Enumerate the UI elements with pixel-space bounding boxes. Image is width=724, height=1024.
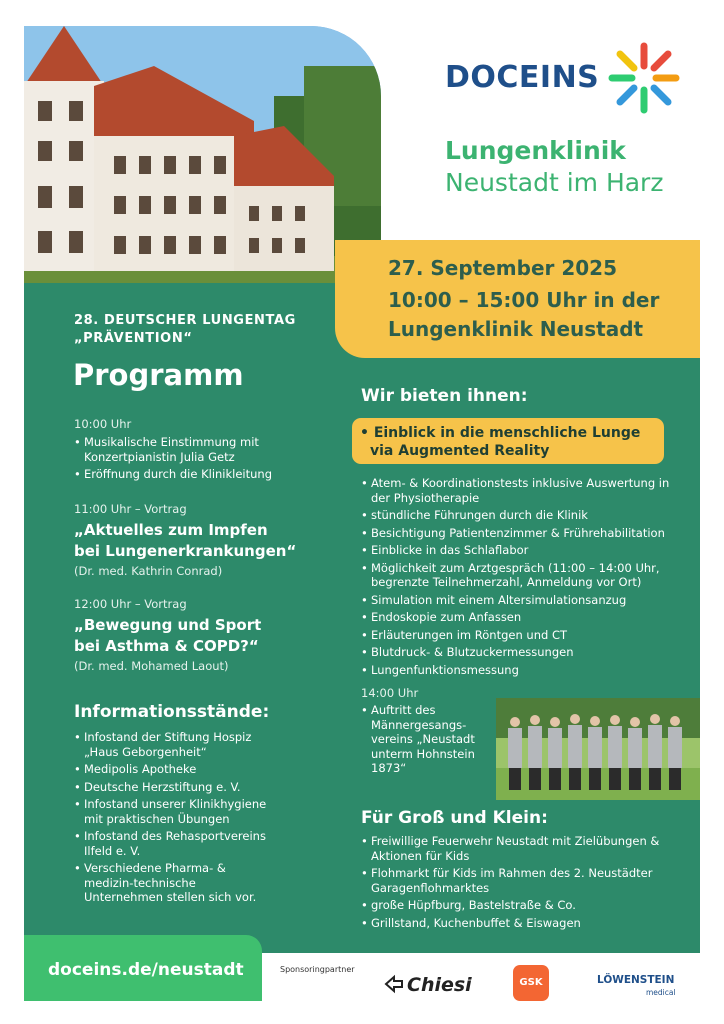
list-item: • Endoskopie zum Anfassen <box>361 610 681 625</box>
list-item: • Deutsche Herzstiftung e. V. <box>74 780 274 795</box>
list-item: • Grillstand, Kuchenbuffet & Eiswagen <box>361 916 681 931</box>
choir-photo <box>496 698 700 800</box>
family-heading: Für Groß und Klein: <box>361 808 548 828</box>
choir-block <box>361 686 481 779</box>
info-stands <box>74 702 274 908</box>
kicker-line1: 28. DEUTSCHER LUNGENTAG <box>74 313 296 328</box>
list-item: • Atem- & Koordinationstests inklusive Auswertung in der Physiotherapie <box>361 476 681 505</box>
talk-speaker: (Dr. med. Mohamed Laout) <box>74 659 229 673</box>
chiesi-logo: Chiesi <box>407 974 472 996</box>
info-heading: Informationsstände: <box>74 702 270 722</box>
sponsor-label: Sponsoringpartner <box>280 965 355 974</box>
event-date-box <box>335 240 700 358</box>
choir-time: 14:00 Uhr <box>361 686 419 700</box>
list-item: • Freiwillige Feuerwehr Neustadt mit Zielübungen & Aktionen für Kids <box>361 834 681 863</box>
offer-heading: Wir bieten ihnen: <box>361 386 528 406</box>
choir-text: • Auftritt des Männergesangs-vereins „Neustadt unterm Hohnstein 1873“ <box>361 703 481 776</box>
talk-speaker: (Dr. med. Kathrin Conrad) <box>74 564 223 578</box>
block-time: 12:00 Uhr – Vortrag <box>74 597 187 611</box>
program-heading: Programm <box>73 358 244 392</box>
list-item: • stündliche Führungen durch die Klinik <box>361 508 681 523</box>
event-date: 27. September 2025 <box>388 256 618 280</box>
highlight-line1: • Einblick in die menschliche Lunge <box>360 425 641 441</box>
family-block <box>361 808 681 933</box>
event-time-line2: Lungenklinik Neustadt <box>388 317 644 341</box>
program-block-3 <box>74 597 304 673</box>
program-block-1 <box>74 417 274 485</box>
talk-title-line1: „Bewegung und Sport <box>74 616 262 634</box>
talk-title-line1: „Aktuelles zum Impfen <box>74 521 268 539</box>
list-item: • Flohmarkt für Kids im Rahmen des 2. Neustädter Garagenflohmarktes <box>361 866 681 895</box>
list-item: • Eröffnung durch die Klinikleitung <box>74 467 274 482</box>
list-item: • Verschiedene Pharma- & medizin-technische Unternehmen stellen sich vor. <box>74 861 274 905</box>
block-time: 10:00 Uhr <box>74 417 132 431</box>
highlight-line2: via Augmented Reality <box>370 443 550 459</box>
list-item: • große Hüpfburg, Bastelstraße & Co. <box>361 898 681 913</box>
clinic-building-photo <box>24 26 381 284</box>
offer-list <box>361 476 681 680</box>
program-block-2 <box>74 502 304 578</box>
list-item: • Blutdruck- & Blutzuckermessungen <box>361 645 681 660</box>
doceins-logo: DOCEINS <box>445 60 600 95</box>
event-time-line1: 10:00 – 15:00 Uhr in der <box>388 288 660 312</box>
list-item: • Musikalische Einstimmung mit Konzertpianistin Julia Getz <box>74 435 274 464</box>
list-item: • Lungenfunktionsmessung <box>361 663 681 678</box>
list-item: • Erläuterungen im Röntgen und CT <box>361 628 681 643</box>
ar-highlight <box>352 418 664 464</box>
talk-title-line2: bei Lungenerkrankungen“ <box>74 542 297 560</box>
list-item: • Medipolis Apotheke <box>74 762 274 777</box>
clinic-name: Lungenklinik <box>445 136 626 165</box>
list-item: • Möglichkeit zum Arztgespräch (11:00 – 14:00 Uhr, begrenzte Teilnehmerzahl, Anmeldung vor Ort) <box>361 561 681 590</box>
list-item: • Infostand unserer Klinikhygiene mit praktischen Übungen <box>74 797 274 826</box>
list-item: • Infostand des Rehasportvereins Ilfeld e. V. <box>74 829 274 858</box>
list-item: • Simulation mit einem Altersimulationsanzug <box>361 593 681 608</box>
kicker-line2: „PRÄVENTION“ <box>74 331 193 346</box>
gsk-logo: GSK <box>513 965 549 1001</box>
talk-title-line2: bei Asthma & COPD?“ <box>74 637 259 655</box>
block-time: 11:00 Uhr – Vortrag <box>74 502 187 516</box>
list-item: • Infostand der Stiftung Hospiz „Haus Geborgenheit“ <box>74 730 274 759</box>
loewenstein-logo: LÖWENSTEIN <box>597 974 675 986</box>
website-link[interactable]: doceins.de/neustadt <box>48 960 244 980</box>
doceins-star-icon <box>606 40 682 120</box>
list-item: • Einblicke in das Schlaflabor <box>361 543 681 558</box>
event-kicker <box>74 312 296 348</box>
clinic-location: Neustadt im Harz <box>445 168 664 197</box>
loewenstein-medical: medical <box>646 988 676 997</box>
list-item: • Besichtigung Patientenzimmer & Frührehabilitation <box>361 526 681 541</box>
chiesi-arrow-icon <box>384 974 404 998</box>
